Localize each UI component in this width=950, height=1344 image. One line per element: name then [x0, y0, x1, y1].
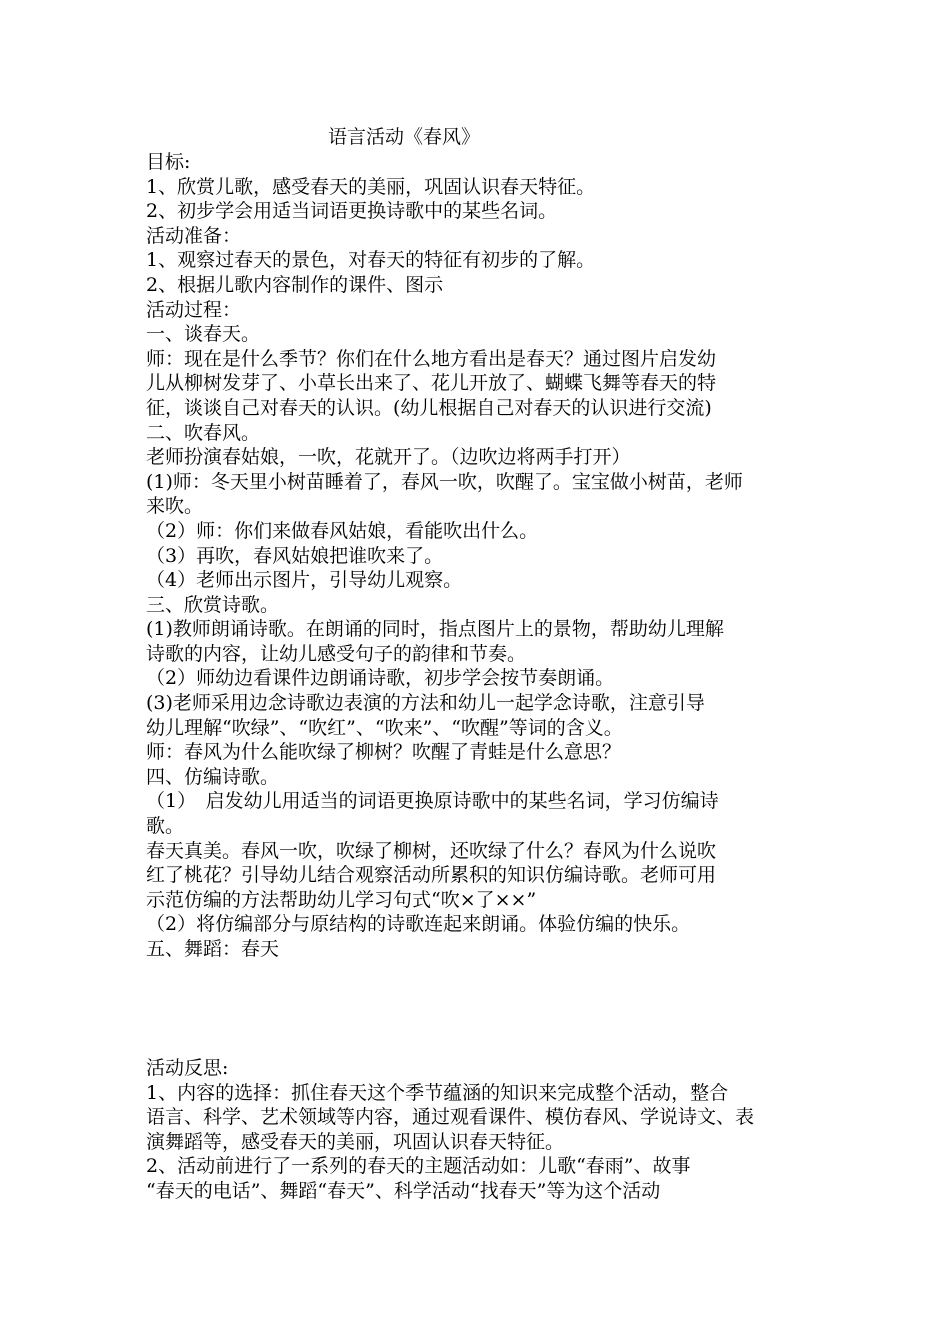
- body-line: 1、观察过春天的景色，对春天的特征有初步的了解。: [146, 249, 596, 272]
- body-line: 来吹。: [146, 495, 204, 518]
- body-line: 幼儿理解“吹绿”、“吹红”、“吹来”、“吹醒”等词的含义。: [146, 716, 623, 739]
- document-title: 语言活动《春风》: [328, 126, 481, 148]
- body-line: 二、吹春风。: [146, 421, 261, 444]
- body-line: 老师扮演春姑娘，一吹，花就开了。（边吹边将两手打开）: [146, 446, 631, 469]
- body-line: 目标:: [146, 151, 191, 173]
- body-line: （4）老师出示图片，引导幼儿观察。: [146, 569, 463, 592]
- body-line: 一、谈春天。: [146, 323, 261, 346]
- body-line: 五、舞蹈：春天: [146, 938, 280, 960]
- body-line: (1)教师朗诵诗歌。在朗诵的同时，指点图片上的景物，帮助幼儿理解: [146, 618, 724, 641]
- body-line: 征，谈谈自己对春天的认识。(幼儿根据自己对春天的认识进行交流): [146, 396, 712, 419]
- body-line: 歌。: [146, 815, 185, 838]
- reflection-line: 2、活动前进行了一系列的春天的主题活动如：儿歌“春雨”、故事: [146, 1155, 691, 1178]
- body-line: 四、仿编诗歌。: [146, 765, 280, 788]
- body-line: 师：春风为什么能吹绿了柳树？吹醒了青蛙是什么意思？: [146, 741, 622, 764]
- body-line: 示范仿编的方法帮助幼儿学习句式“吹×了××”: [146, 888, 537, 911]
- reflection-section: [146, 1056, 816, 1204]
- body-line: (1)师：冬天里小树苗睡着了，春风一吹，吹醒了。宝宝做小树苗，老师: [146, 470, 743, 493]
- reflection-heading: 活动反思:: [146, 1057, 229, 1079]
- body-line: （1） 启发幼儿用适当的词语更换原诗歌中的某些名词，学习仿编诗: [146, 790, 719, 813]
- body-line: 活动过程：: [146, 298, 242, 321]
- reflection-line: “春天的电话”、舞蹈“春天”、科学活动“找春天”等为这个活动: [146, 1179, 661, 1202]
- body-line: （2）师幼边看课件边朗诵诗歌，初步学会按节奏朗诵。: [146, 667, 615, 690]
- document-body: [146, 150, 816, 962]
- body-line: 师：现在是什么季节？你们在什么地方看出是春天？通过图片启发幼: [146, 347, 717, 370]
- reflection-line: 1、内容的选择：抓住春天这个季节蕴涵的知识来完成整个活动，整合: [146, 1081, 729, 1104]
- body-line: 活动准备：: [146, 224, 242, 247]
- body-line: (3)老师采用边念诗歌边表演的方法和幼儿一起学念诗歌，注意引导: [146, 692, 705, 715]
- body-line: （2）师：你们来做春风姑娘，看能吹出什么。: [146, 519, 539, 542]
- reflection-line: 语言、科学、艺术领域等内容，通过观看课件、模仿春风、学说诗文、表: [146, 1106, 755, 1129]
- body-line: 三、欣赏诗歌。: [146, 593, 280, 616]
- body-line: 春天真美。春风一吹，吹绿了柳树，还吹绿了什么？春风为什么说吹: [146, 839, 717, 862]
- body-line: 2、根据儿歌内容制作的课件、图示: [146, 273, 444, 296]
- reflection-line: 演舞蹈等，感受春天的美丽，巩固认识春天特征。: [146, 1130, 565, 1153]
- body-line: 1、欣赏儿歌，感受春天的美丽，巩固认识春天特征。: [146, 175, 596, 198]
- body-line: （2）将仿编部分与原结构的诗歌连起来朗诵。体验仿编的快乐。: [146, 913, 691, 936]
- body-line: 儿从柳树发芽了、小草长出来了、花儿开放了、蝴蝶飞舞等春天的特: [146, 372, 717, 395]
- body-line: 2、初步学会用适当词语更换诗歌中的某些名词。: [146, 200, 558, 223]
- body-line: 诗歌的内容，让幼儿感受句子的韵律和节奏。: [146, 642, 527, 665]
- body-line: 红了桃花？引导幼儿结合观察活动所累积的知识仿编诗歌。老师可用: [146, 864, 717, 887]
- body-line: （3）再吹，春风姑娘把谁吹来了。: [146, 544, 444, 567]
